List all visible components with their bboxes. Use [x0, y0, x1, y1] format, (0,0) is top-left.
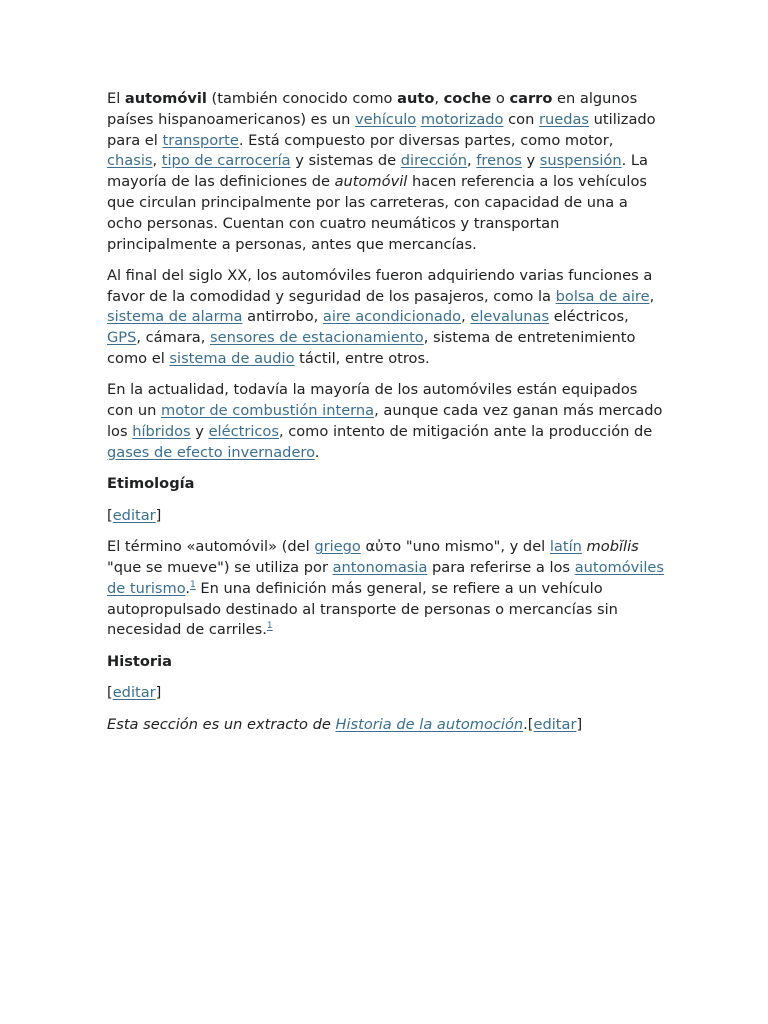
section-heading-etimologia: Etimología — [107, 475, 195, 493]
text: , — [152, 152, 162, 170]
text: , — [649, 287, 655, 305]
link-motor-de-combustion-interna[interactable]: motor de combustión interna — [160, 402, 375, 420]
link-elevalunas[interactable]: elevalunas — [470, 308, 550, 326]
text: El término «automóvil» (del — [107, 538, 315, 556]
italic-term-mobilis: mobĭlis — [586, 538, 639, 556]
bold-term-auto: auto — [397, 90, 435, 107]
text: , cámara, — [136, 329, 210, 347]
text: . — [185, 579, 191, 597]
text: y — [190, 422, 209, 440]
link-frenos[interactable]: frenos — [476, 152, 522, 170]
text: , — [461, 308, 471, 326]
text: En la actualidad, todavía la mayoría de los automóviles están equipados con un — [107, 381, 638, 420]
features-paragraph — [107, 266, 667, 370]
bracket: ] — [576, 715, 583, 733]
link-gases-de-efecto-invernadero[interactable]: gases de efecto invernadero — [107, 443, 315, 461]
link-sistema-de-audio[interactable]: sistema de audio — [169, 350, 295, 368]
link-suspension[interactable]: suspensión — [539, 152, 622, 170]
link-antonomasia[interactable]: antonomasia — [332, 558, 428, 576]
bracket: [ — [527, 715, 534, 733]
link-sistema-de-alarma[interactable]: sistema de alarma — [107, 308, 243, 326]
etymology-paragraph — [107, 537, 667, 641]
link-tipo-de-carroceria[interactable]: tipo de carrocería — [161, 152, 291, 170]
text: . — [314, 443, 320, 461]
text: El — [107, 90, 125, 107]
text: . — [523, 715, 528, 733]
text: , — [434, 90, 444, 107]
section-heading-historia: Historia — [107, 652, 172, 670]
link-vehiculo[interactable]: vehículo — [355, 110, 417, 128]
text: , como intento de mitigación ante la producción de — [278, 422, 653, 440]
bold-term-automovil: automóvil — [124, 90, 207, 107]
text: utilizado para el — [107, 110, 656, 149]
link-chasis[interactable]: chasis — [107, 152, 153, 170]
bold-term-coche: coche — [443, 90, 492, 107]
edit-link[interactable]: editar — [112, 684, 156, 702]
edit-section-historia — [107, 683, 667, 704]
link-sensores-de-estacionamiento[interactable]: sensores de estacionamiento — [210, 329, 424, 347]
link-historia-de-la-automocion[interactable]: Historia de la automoción — [335, 715, 524, 733]
link-electricos[interactable]: eléctricos — [208, 422, 279, 440]
current-paragraph — [107, 380, 667, 463]
text: , sistema de entretenimiento como el — [107, 329, 636, 368]
link-hibridos[interactable]: híbridos — [132, 422, 191, 440]
text: Al final del siglo XX, los automóviles fueron adquiriendo varias funciones a favor de la comodidad y seguridad de los pasajeros, como la — [107, 266, 653, 305]
bold-term-carro: carro — [509, 90, 553, 107]
link-ruedas[interactable]: ruedas — [538, 110, 590, 128]
reference-link-1[interactable]: 1 — [190, 579, 196, 590]
article-body — [107, 89, 667, 746]
text: táctil, entre otros. — [294, 350, 430, 368]
link-aire-acondicionado[interactable]: aire acondicionado — [322, 308, 462, 326]
text: y — [521, 152, 540, 170]
link-direccion[interactable]: dirección — [400, 152, 468, 170]
link-motorizado[interactable]: motorizado — [420, 110, 504, 128]
link-gps[interactable]: GPS — [107, 329, 137, 347]
text: antirrobo, — [242, 308, 323, 326]
italic-term-automovil: automóvil — [334, 173, 408, 191]
text: , aunque cada vez ganan más mercado los — [107, 402, 663, 440]
text: hacen referencia a los vehículos que circulan principalmente por las carreteras, con capacidad de una a ocho personas. Cuentan con cuatro neumáticos y transportan principalmente a personas, antes que mercancías. — [107, 173, 647, 253]
text: . Está compuesto por diversas partes, como motor, — [238, 131, 614, 149]
link-griego[interactable]: griego — [314, 538, 361, 556]
bracket: ] — [155, 506, 162, 524]
text: en algunos países hispanoamericanos) es un — [107, 90, 638, 128]
edit-section-etimologia — [107, 506, 667, 527]
text: y sistemas de — [290, 152, 401, 170]
link-latin[interactable]: latín — [549, 538, 582, 556]
text: "que se mueve") se utiliza por — [107, 558, 333, 576]
bracket: ] — [155, 684, 162, 702]
text: . La mayoría de las definiciones de — [107, 152, 648, 191]
text: , — [467, 152, 477, 170]
text: (también conocido como — [206, 90, 398, 107]
text: En una definición más general, se refiere a un vehículo autopropulsado destinado al transporte de personas o mercancías sin necesidad de carriles. — [107, 579, 618, 639]
text: para referirse a los — [427, 558, 575, 576]
text: Esta sección es un extracto de — [107, 715, 336, 733]
intro-paragraph — [107, 89, 667, 255]
edit-link[interactable]: editar — [533, 715, 577, 733]
bracket: [ — [107, 684, 113, 702]
edit-link[interactable]: editar — [112, 506, 156, 524]
link-transporte[interactable]: transporte — [162, 131, 239, 149]
bracket: [ — [107, 506, 113, 524]
excerpt-note — [107, 715, 667, 736]
text: o — [491, 90, 510, 107]
reference-link-1-b[interactable]: 1 — [266, 621, 273, 632]
text: αὐτο "uno mismo", y del — [360, 538, 550, 556]
link-bolsa-de-aire[interactable]: bolsa de aire — [555, 287, 650, 305]
text: eléctricos, — [549, 308, 629, 326]
link-automoviles-de-turismo[interactable]: automóviles de turismo — [107, 558, 665, 597]
text: con — [503, 110, 539, 128]
